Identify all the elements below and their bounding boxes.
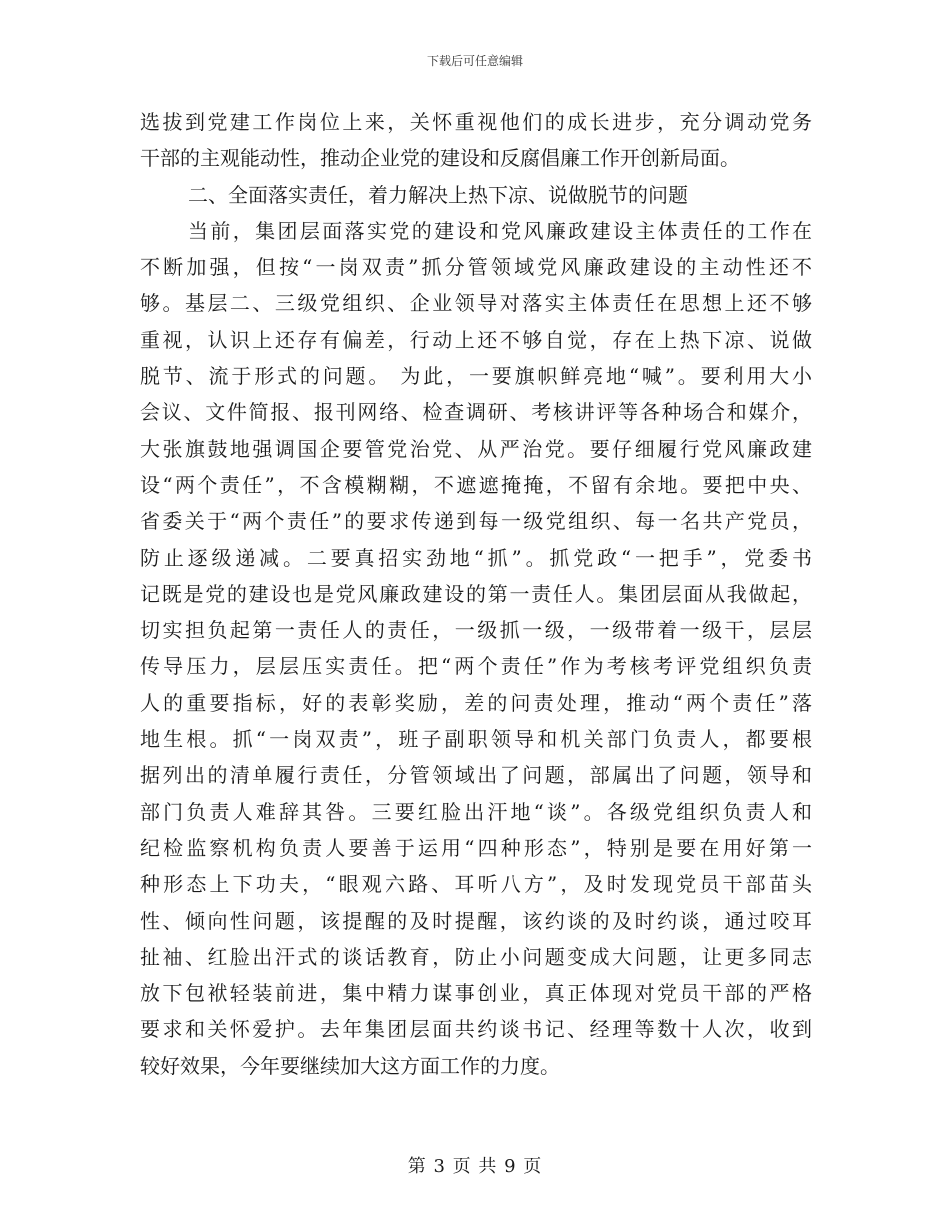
- text-line: 重视，认识上还存有偏差，行动上还不够自觉，存在上热下凉、说做: [140, 327, 812, 352]
- text-line: 防止逐级递减。二要真招实劲地“抓”。抓党政“一把手”，党委书: [140, 545, 812, 570]
- text-line: 记既是党的建设也是党风廉政建设的第一责任人。集团层面从我做起，: [140, 581, 812, 606]
- text-line: 干部的主观能动性，推动企业党的建设和反腐倡廉工作开创新局面。: [140, 146, 740, 171]
- text-line: 当前，集团层面落实党的建设和党风廉政建设主体责任的工作在: [188, 218, 812, 243]
- text-line: 脱节、流于形式的问题。 为此，一要旗帜鲜亮地“喊”。要利用大小: [140, 364, 812, 389]
- body-text: [140, 104, 812, 1084]
- text-line: 传导压力，层层压实责任。把“两个责任”作为考核考评党组织负责: [140, 654, 812, 679]
- text-line: 据列出的清单履行责任，分管领域出了问题，部属出了问题，领导和: [140, 763, 812, 788]
- page-number-footer: 第 3 页 共 9 页: [407, 1156, 543, 1177]
- text-line: 放下包袱轻装前进，集中精力谋事创业，真正体现对党员干部的严格: [140, 981, 812, 1006]
- text-line: 设“两个责任”，不含模糊糊，不遮遮掩掩，不留有余地。要把中央、: [140, 472, 812, 497]
- page-header: 下载后可任意编辑: [426, 54, 523, 68]
- text-line: 选拔到党建工作岗位上来，关怀重视他们的成长进步，充分调动党务: [140, 110, 812, 134]
- text-line: 人的重要指标，好的表彰奖励，差的问责处理，推动“两个责任”落: [140, 690, 812, 715]
- text-line: 地生根。抓“一岗双责”，班子副职领导和机关部门负责人，都要根: [140, 727, 812, 752]
- section-heading: 二、全面落实责任，着力解决上热下凉、说做脱节的问题: [188, 182, 688, 207]
- text-line: 要求和关怀爱护。去年集团层面共约谈书记、经理等数十人次，收到: [140, 1017, 812, 1042]
- text-line: 会议、文件简报、报刊网络、检查调研、考核讲评等各种场合和媒介，: [140, 400, 812, 425]
- text-line: 扯袖、红脸出汗式的谈话教育，防止小问题变成大问题，让更多同志: [140, 944, 812, 969]
- text-line: 纪检监察机构负责人要善于运用“四种形态”，特别是要在用好第一: [140, 835, 812, 860]
- text-line: 大张旗鼓地强调国企要管党治党、从严治党。要仔细履行党风廉政建: [140, 436, 812, 461]
- text-line: 部门负责人难辞其咎。三要红脸出汗地“谈”。各级党组织负责人和: [140, 799, 812, 824]
- text-line: 够。基层二、三级党组织、企业领导对落实主体责任在思想上还不够: [140, 291, 812, 316]
- text-line: 性、倾向性问题，该提醒的及时提醒，该约谈的及时约谈，通过咬耳: [140, 908, 812, 933]
- text-line: 不断加强，但按“一岗双责”抓分管领域党风廉政建设的主动性还不: [140, 255, 812, 280]
- text-line: 较好效果，今年要继续加大这方面工作的力度。: [140, 1053, 560, 1078]
- text-line: 种形态上下功夫，“眼观六路、耳听八方”，及时发现党员干部苗头: [140, 872, 812, 897]
- text-line: 切实担负起第一责任人的责任，一级抓一级，一级带着一级干，层层: [140, 618, 812, 643]
- text-line: 省委关于“两个责任”的要求传递到每一级党组织、每一名共产党员，: [140, 509, 812, 534]
